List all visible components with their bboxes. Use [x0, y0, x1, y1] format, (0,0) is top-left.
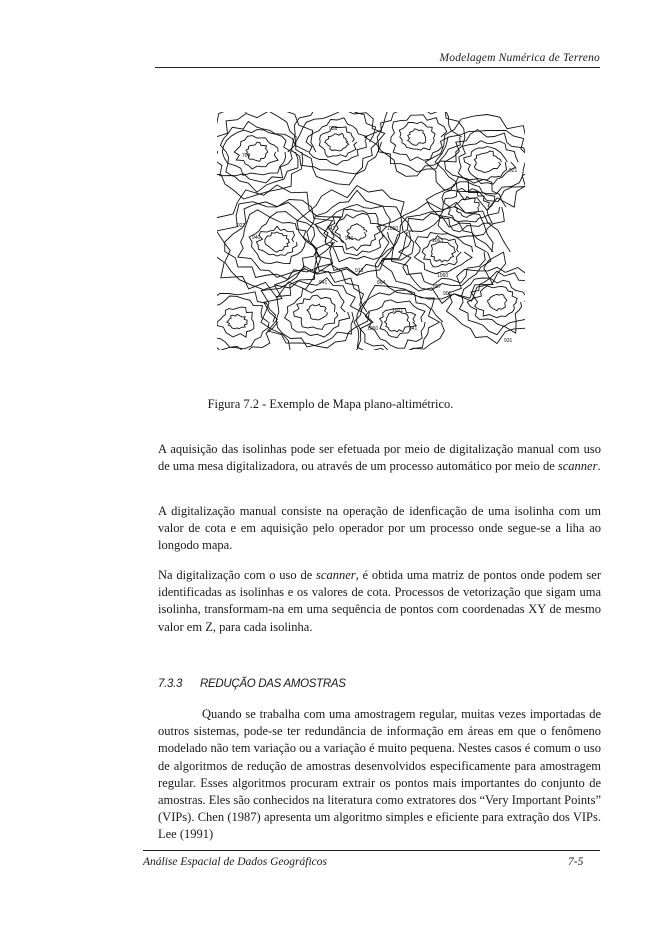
running-header-title: Modelagem Numérica de Terreno — [439, 52, 600, 64]
section-paragraph: Quando se trabalha com uma amostragem regular, muitas vezes importadas de outros sistemas, pode-se ter redundância de informação em áreas em que o fenômeno modelado não tem variação ou a variação é muito pequena. Nestes casos é comum o uso de algoritmos de redução de amostras desenvolvidos especificamente para amostragem regular. Esses algoritmos procuram extrair os pontos mais importantes do conjunto de amostras. Eles são conhecidos na literatura como extratores dos “Very Important Points” (VIPs). Chen (1987) apresenta um algoritmo simples e eficiente para extração dos VIPs. Lee (1991) — [158, 707, 601, 842]
contour-line — [328, 209, 387, 255]
contour-line — [375, 202, 510, 301]
elevation-label: 942 — [327, 226, 336, 232]
contour-line — [365, 112, 466, 176]
contour-line — [464, 147, 508, 181]
elevation-label: 931 — [504, 338, 513, 344]
text-run: . — [597, 459, 601, 474]
paragraph-1 — [158, 441, 601, 475]
emphasis-text: scanner — [557, 459, 598, 474]
elevation-label: 1050 — [387, 226, 399, 232]
elevation-label: 940 — [345, 236, 354, 242]
contour-line — [307, 190, 407, 275]
text-run: A aquisição das isolinhas pode ser efetuada por meio de digitalização manual com uso de uma mesa digitalizadora, ou através de um processo automático por meio de — [158, 442, 601, 474]
contour-line — [474, 151, 501, 173]
contour-line — [325, 133, 349, 151]
page-number: 7-5 — [568, 856, 584, 868]
contour-line — [385, 311, 410, 332]
text-run: , é obtida uma matriz de pontos onde podem ser identificadas as isolinhas e os valores de cota. Processos de vetorização que sigam uma isolinha, transformam-na em uma sequência de pontos com coordenadas XY de mesmo valor em Z, para cada isolinha. — [158, 568, 601, 634]
elevation-label: 1060 — [437, 273, 449, 279]
contour-line — [225, 202, 331, 280]
contour-line — [217, 112, 316, 199]
emphasis-text: scanner — [316, 568, 356, 582]
elevation-label: 921 — [509, 168, 518, 174]
paragraph-2 — [158, 503, 601, 555]
contour-line — [426, 177, 506, 238]
contour-line — [222, 130, 291, 176]
text-run: Na digitalização com o uso de — [158, 568, 317, 582]
elevation-label: 913 — [355, 268, 364, 274]
section-title: REDUÇÃO DAS AMOSTRAS — [200, 678, 346, 690]
header-rule — [155, 67, 600, 68]
figure-caption: Figura 7.2 - Exemplo de Mapa plano-altimétrico. — [207, 397, 454, 411]
contour-line — [488, 294, 507, 311]
paragraph-3 — [158, 567, 601, 636]
elevation-label: 901 — [443, 291, 452, 297]
contour-line — [306, 118, 367, 165]
contour-line — [217, 307, 254, 337]
elevation-label: 700 — [242, 153, 251, 159]
elevation-label: 887 — [433, 284, 442, 290]
contour-line — [307, 304, 327, 320]
section-number: 7.3.3 — [158, 678, 183, 690]
elevation-label: 940 — [252, 235, 261, 241]
elevation-label: 1060 — [367, 326, 379, 332]
contour-line — [377, 112, 462, 172]
elevation-label: 1071 — [392, 308, 404, 314]
contour-line — [408, 129, 426, 146]
contour-line — [227, 314, 247, 329]
section-heading — [158, 678, 346, 690]
contour-line — [256, 226, 297, 256]
contour-line — [431, 242, 456, 262]
text-run: A digitalização manual consiste na operação de idenficação de uma isolinha com um valor de cota e em aquisição pelo operador por um processo onde segue-se a liha ao longodo mapa. — [158, 504, 601, 553]
contour-line — [425, 115, 525, 211]
contour-line — [399, 122, 435, 150]
running-footer-title: Análise Espacial de Dados Geográficos — [143, 856, 327, 868]
contour-line — [265, 232, 290, 252]
contour-line — [474, 286, 517, 318]
elevation-label: 841 — [409, 326, 418, 332]
footer-rule — [143, 850, 600, 851]
contour-map-figure — [217, 112, 525, 350]
contour-line — [217, 200, 338, 290]
contour-line — [294, 295, 338, 329]
elevation-label: 1063 — [432, 238, 444, 244]
contour-line — [264, 269, 370, 348]
elevation-label: 922 — [237, 223, 246, 229]
elevation-label: 938 — [329, 126, 338, 132]
elevation-label: 941 — [319, 280, 328, 286]
elevation-label: 864 — [377, 280, 386, 286]
contour-line — [335, 213, 381, 250]
contour-line — [234, 136, 278, 170]
